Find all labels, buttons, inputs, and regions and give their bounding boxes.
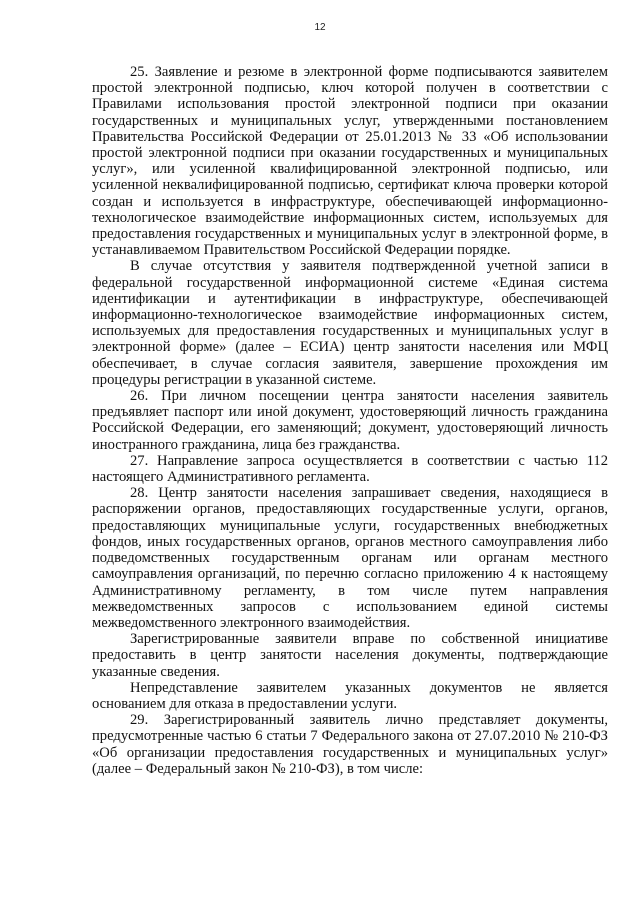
paragraph-25: 25. Заявление и резюме в электронной форме подписываются заявителем простой электронной подписью, ключ которой получен в соответствии с Правилами использования простой электронной подписи при оказании государственных и муниципальных услуг, утвержденными постановлением Правительства Российской Федерации от 25.01.2013 № 33 «Об использовании простой электронной подписи при оказании государственных и муниципальных услуг», или усиленной квалифицированной электронной подписью, или усиленной неквалифицированной подписью, сертификат ключа проверки которой создан и используется в инфраструктуре, обеспечивающей информационно-технологическое взаимодействие информационных систем, используемых для предоставления государственных и муниципальных услуг в электронной форме, в устанавливаемом Правительством Российской Федерации порядке. — [92, 64, 608, 259]
paragraph-esia: В случае отсутствия у заявителя подтвержденной учетной записи в федеральной государственной информационной системе «Единая система идентификации и аутентификации в инфраструктуре, обеспечивающей информационно-технологическое взаимодействие информационных систем, используемых для предоставления государственных и муниципальных услуг в электронной форме» (далее – ЕСИА) центр занятости населения или МФЦ обеспечивает, в случае согласия заявителя, завершение прохождения им процедуры регистрации в указанной системе. — [92, 258, 608, 388]
paragraph-29: 29. Зарегистрированный заявитель лично представляет документы, предусмотренные частью 6 статьи 7 Федерального закона от 27.07.2010 № 210-ФЗ «Об организации предоставления государственных и муниципальных услуг» (далее – Федеральный закон № 210-ФЗ), в том числе: — [92, 712, 608, 777]
paragraph-26: 26. При личном посещении центра занятости населения заявитель предъявляет паспорт или иной документ, удостоверяющий личность гражданина Российской Федерации, его заменяющий; документ, удостоверяющий личность иностранного гражданина, лица без гражданства. — [92, 388, 608, 453]
paragraph-27: 27. Направление запроса осуществляется в соответствии с частью 112 настоящего Административного регламента. — [92, 452, 608, 486]
document-body — [92, 64, 608, 777]
paragraph-28: 28. Центр занятости населения запрашивает сведения, находящиеся в распоряжении органов, предоставляющих государственные услуги, органов, предоставляющих муниципальные услуги, государственных внебюджетных фондов, иных государственных органов, органов местного самоуправления либо подведомственных государственным органам или органам местного самоуправления организаций, по перечню согласно приложению 4 к настоящему Административному регламенту, в том числе путем направления межведомственных запросов с использованием единой системы межведомственного электронного взаимодействия. — [92, 485, 608, 631]
paragraph-registered-applicants: Зарегистрированные заявители вправе по собственной инициативе предоставить в центр занятости населения документы, подтверждающие указанные сведения. — [92, 631, 608, 680]
page-number: 12 — [314, 22, 326, 33]
paragraph-non-submission: Непредставление заявителем указанных документов не является основанием для отказа в предоставлении услуги. — [92, 679, 608, 712]
